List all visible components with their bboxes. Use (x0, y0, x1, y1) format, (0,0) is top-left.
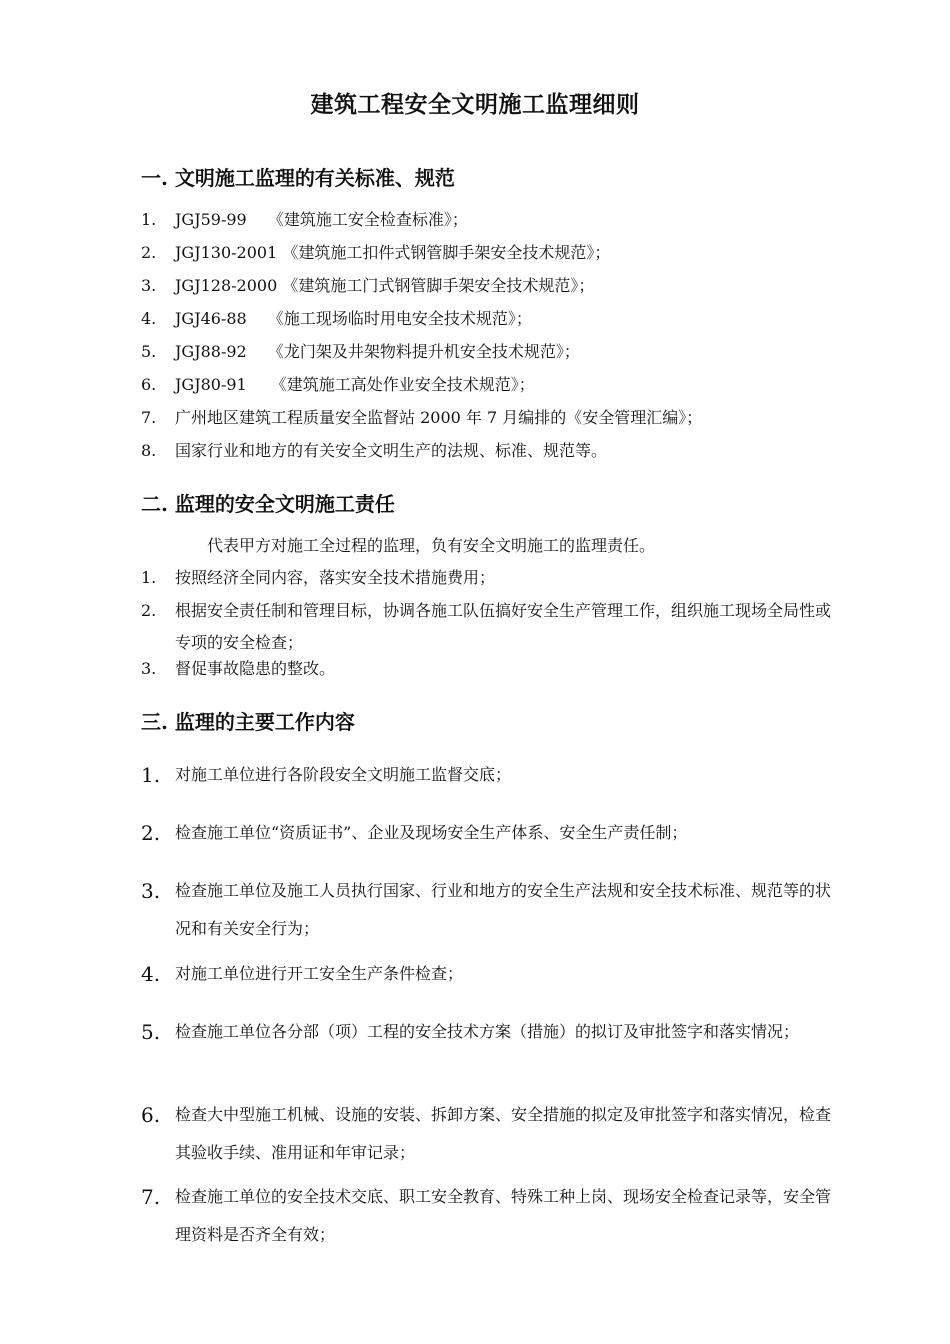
section3-item (141, 1178, 846, 1254)
item-text: JGJ46-88 《施工现场临时用电安全技术规范》； (175, 309, 532, 328)
item-text: JGJ130-2001 《建筑施工扣件式钢管脚手架安全技术规范》； (175, 243, 611, 262)
item-text: 督促事故隐患的整改。 (175, 659, 336, 678)
item-text: JGJ80-91 《建筑施工高处作业安全技术规范》； (175, 375, 535, 394)
item-text: 检查施工单位“资质证书”、企业及现场安全生产体系、安全生产责任制； (175, 823, 688, 842)
section1-item (141, 204, 846, 236)
section3-item (141, 1013, 846, 1051)
item-text: 国家行业和地方的有关安全文明生产的法规、标准、规范等。 (175, 441, 608, 460)
item-text: JGJ128-2000 《建筑施工门式钢管脚手架安全技术规范》； (175, 276, 595, 295)
section3-item (141, 955, 846, 993)
section1-item (141, 237, 846, 269)
item-text: 对施工单位进行各阶段安全文明施工监督交底； (175, 765, 512, 784)
document-title: 建筑工程安全文明施工监理细则 (310, 91, 640, 118)
item-number: 5. (141, 1020, 161, 1044)
section3-item (141, 872, 846, 948)
item-text: 检查大中型施工机械、设施的安装、拆卸方案、安全措施的拟定及审批签字和落实情况，检查其验收手续、准用证和年审记录； (175, 1105, 832, 1162)
item-number: 3. (141, 276, 157, 295)
item-number: 1. (141, 763, 161, 787)
section3-item (141, 814, 846, 852)
section1-item (141, 270, 846, 302)
item-number: 7. (141, 1185, 161, 1209)
item-number: 3. (141, 879, 161, 903)
item-number: 6. (141, 375, 157, 394)
item-text: 检查施工单位各分部（项）工程的安全技术方案（措施）的拟订及审批签字和落实情况； (175, 1022, 800, 1041)
item-number: 1. (141, 568, 157, 587)
section2-heading: 二. 监理的安全文明施工责任 (141, 492, 395, 516)
section1-item (141, 435, 846, 467)
section1-item (141, 303, 846, 335)
section2-item (141, 562, 846, 594)
item-number: 2. (141, 821, 161, 845)
item-text: 检查施工单位及施工人员执行国家、行业和地方的安全生产法规和安全技术标准、规范等的状况和有关安全行为； (175, 881, 832, 938)
item-number: 7. (141, 408, 157, 427)
item-text: JGJ59-99 《建筑施工安全检查标准》； (175, 210, 468, 229)
item-text: 根据安全责任制和管理目标，协调各施工队伍搞好安全生产管理工作，组织施工现场全局性或专项的安全检查； (175, 601, 832, 652)
section2-item (141, 653, 846, 685)
section1-item (141, 336, 846, 368)
item-number: 8. (141, 441, 157, 460)
item-number: 4. (141, 309, 157, 328)
item-text: JGJ88-92 《龙门架及井架物料提升机安全技术规范》； (175, 342, 580, 361)
item-number: 4. (141, 962, 161, 986)
item-text: 按照经济全同内容，落实安全技术措施费用； (175, 568, 496, 587)
section3-heading: 三. 监理的主要工作内容 (141, 710, 355, 734)
item-text: 检查施工单位的安全技术交底、职工安全教育、特殊工种上岗、现场安全检查记录等，安全管理资料是否齐全有效； (175, 1187, 832, 1244)
section2-item (141, 595, 846, 659)
item-number: 2. (141, 601, 157, 620)
item-number: 5. (141, 342, 157, 361)
section1-heading: 一. 文明施工监理的有关标准、规范 (141, 166, 455, 190)
section1-item (141, 369, 846, 401)
section2-intro: 代表甲方对施工全过程的监理，负有安全文明施工的监理责任。 (207, 536, 656, 555)
section3-item (141, 756, 846, 794)
item-text: 对施工单位进行开工安全生产条件检查； (175, 964, 464, 983)
item-number: 6. (141, 1103, 161, 1127)
item-number: 1. (141, 210, 157, 229)
section1-item (141, 402, 846, 434)
item-text: 广州地区建筑工程质量安全监督站 2000 年 7 月编排的《安全管理汇编》； (175, 408, 703, 427)
item-number: 2. (141, 243, 157, 262)
item-number: 3. (141, 659, 157, 678)
section3-item (141, 1096, 846, 1172)
